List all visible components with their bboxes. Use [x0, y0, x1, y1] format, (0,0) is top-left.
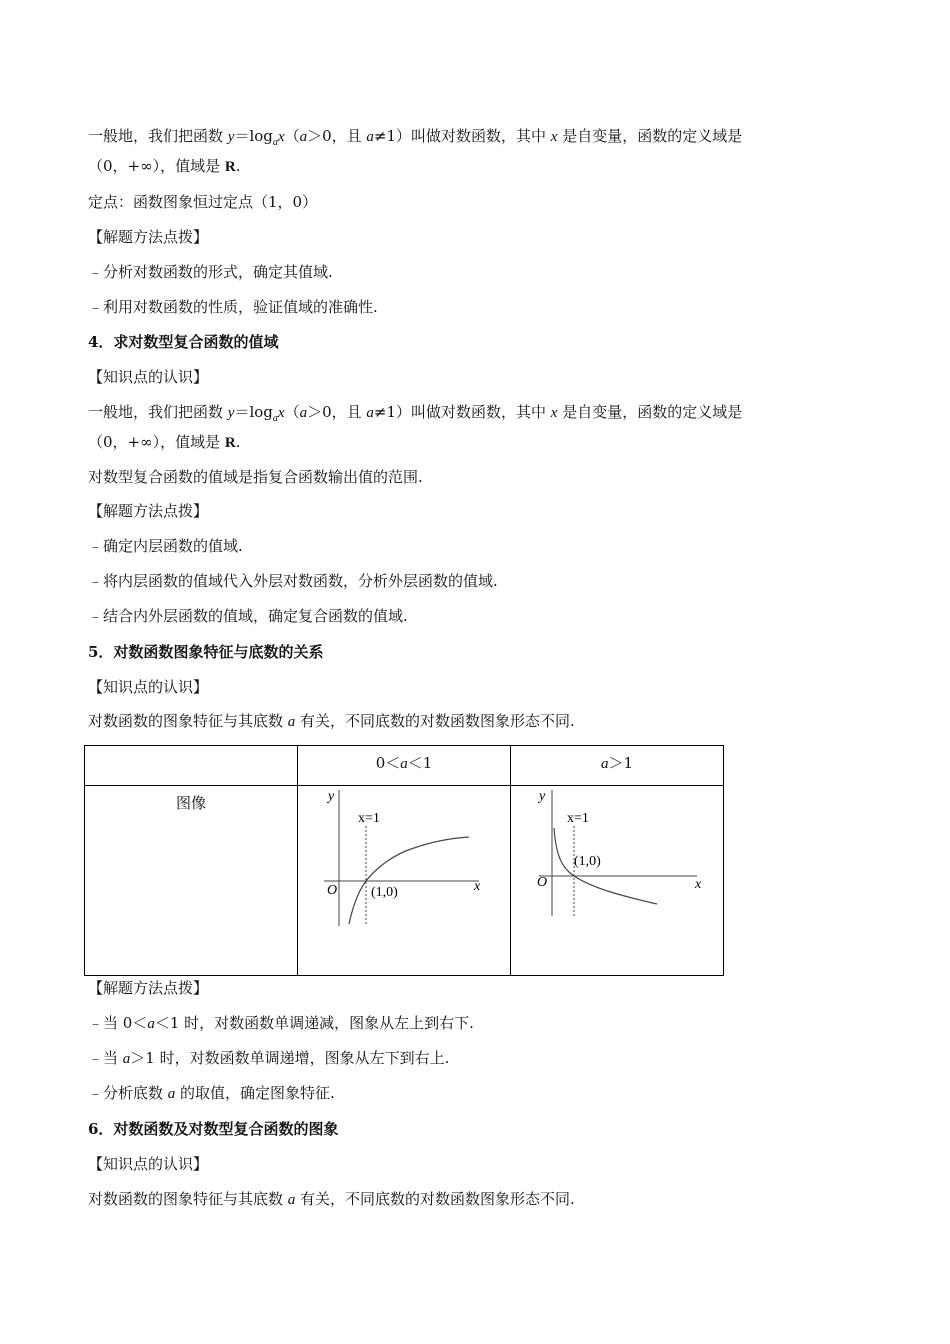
log-graph-increasing: [314, 786, 494, 931]
graph-cell-decreasing: [511, 786, 724, 976]
section-title: 6．对数函数及对数型复合函数的图象: [88, 1120, 339, 1138]
fixed-point-text: 定点：函数图象恒过定点（1，0）: [88, 193, 318, 211]
line-label: x=1: [358, 811, 380, 826]
x-axis-label: x: [695, 877, 702, 892]
graph-cell-increasing: [298, 786, 511, 976]
log-graph-decreasing: [527, 786, 707, 931]
table-cell-empty: [85, 746, 298, 786]
line-label: x=1: [567, 811, 589, 826]
tip-item: ﹣结合内外层函数的值域，确定复合函数的值域.: [88, 607, 408, 625]
tip-item: ﹣分析对数函数的形式，确定其值域.: [88, 263, 333, 281]
table-header-small-base: 0＜a＜1: [298, 746, 511, 786]
point-label: (1,0): [574, 854, 601, 869]
knowledge-heading: 【知识点的认识】: [88, 678, 209, 696]
y-axis-label: y: [539, 789, 546, 804]
table-header-large-base: a＞1: [511, 746, 724, 786]
sec4-desc: 对数型复合函数的值域是指复合函数输出值的范围.: [88, 468, 423, 486]
x-axis-label: x: [474, 879, 481, 894]
origin-label: O: [537, 875, 548, 890]
section-title: 4．求对数型复合函数的值域: [88, 333, 279, 351]
tips-heading: 【解题方法点拨】: [88, 979, 209, 997]
definition-line-2: （0，+∞），值域是 R.: [88, 157, 241, 175]
log-curve: [554, 828, 657, 904]
comparison-table: [84, 745, 724, 976]
definition-line-2: （0，+∞），值域是 R.: [88, 433, 241, 451]
definition-line-1: 一般地，我们把函数 $y=\log_ax(a>0$，且 a≠1）叫做对数函数，其中 x 是自变量，函数的定义域是: [88, 403, 743, 424]
knowledge-heading: 【知识点的认识】: [88, 368, 209, 386]
tips-heading: 【解题方法点拨】: [88, 502, 209, 520]
tips-heading: 【解题方法点拨】: [88, 228, 209, 246]
section-title: 5．对数函数图象特征与底数的关系: [88, 643, 324, 661]
definition-line-1: 一般地，我们把函数 $y=\log_ax(a>0$，且 a≠1）叫做对数函数，其中 x 是自变量，函数的定义域是: [88, 127, 743, 148]
y-axis-label: y: [328, 789, 335, 804]
tip-item: ﹣将内层函数的值域代入外层对数函数，分析外层函数的值域.: [88, 572, 498, 590]
table-row-label: 图像: [85, 786, 298, 976]
tip-item: ﹣确定内层函数的值域.: [88, 537, 243, 555]
origin-label: O: [327, 883, 338, 898]
tip-item: ﹣利用对数函数的性质，验证值域的准确性.: [88, 298, 378, 316]
tip-item: ﹣分析底数 a 的取值，确定图象特征.: [88, 1084, 335, 1102]
sec5-desc: 对数函数的图象特征与其底数 a 有关，不同底数的对数函数图象形态不同.: [88, 712, 575, 730]
point-label: (1,0): [371, 885, 398, 900]
knowledge-heading: 【知识点的认识】: [88, 1155, 209, 1173]
sec6-desc: 对数函数的图象特征与其底数 a 有关，不同底数的对数函数图象形态不同.: [88, 1190, 575, 1208]
tip-item: ﹣当 a＞1 时，对数函数单调递增，图象从左下到右上.: [88, 1049, 450, 1067]
tip-item: ﹣当 0＜a＜1 时，对数函数单调递减，图象从左上到右下.: [88, 1014, 474, 1032]
